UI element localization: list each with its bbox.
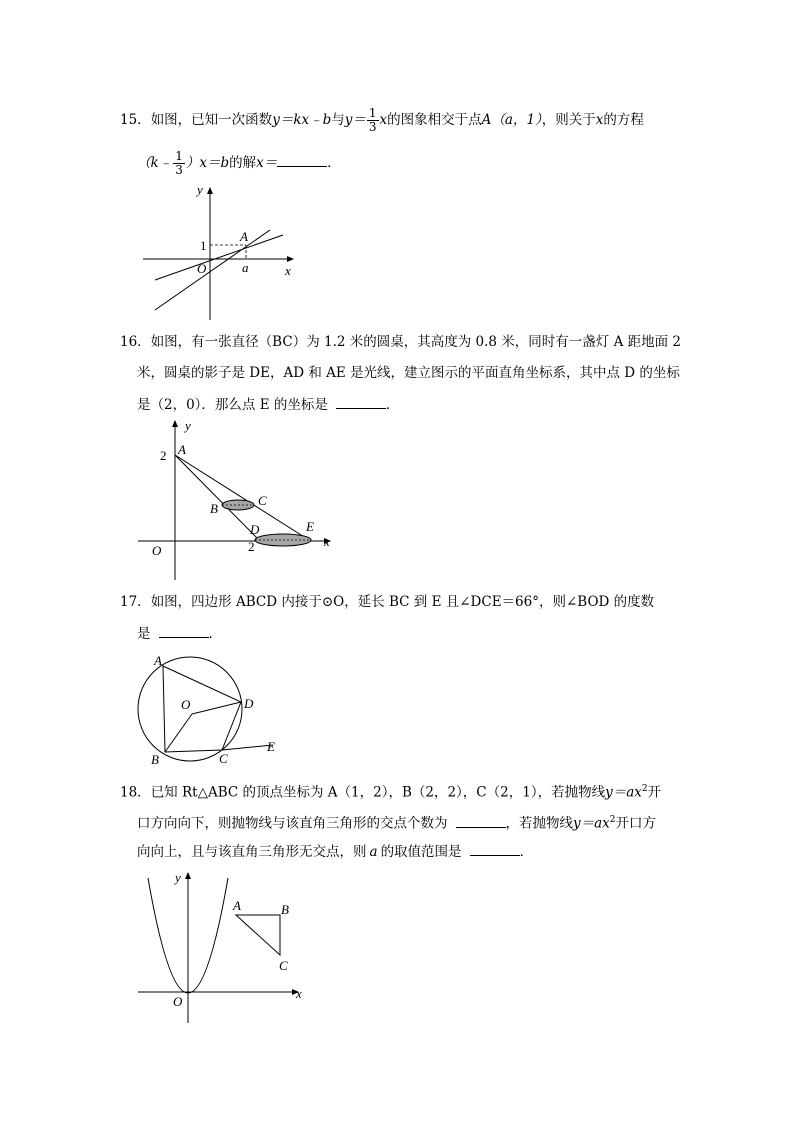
q15-var-x: x (595, 112, 604, 128)
q15-label-x: x (285, 263, 291, 278)
q18-figure (133, 868, 313, 1028)
q18-parabola-2: y＝ax (573, 815, 610, 832)
q16-label-A: A (178, 442, 186, 457)
q15-func2-rhs: x (379, 112, 388, 128)
q17-label-B: B (151, 752, 159, 767)
q17-label-D: D (244, 696, 254, 711)
q17-text2: 是 (137, 626, 151, 642)
q18-label-x: x (296, 986, 302, 1001)
q15-line-third-x (155, 235, 283, 280)
q15-figure (135, 180, 305, 325)
q16-line3 (137, 394, 399, 415)
q15-line2 (137, 150, 341, 177)
q18-text3b: 的取值范围是 (380, 844, 462, 860)
q18-label-o: O (173, 994, 183, 1009)
q16-end: ． (385, 397, 400, 413)
q15-fraction-2 (173, 150, 185, 177)
q15-eq-close: ）x＝b (185, 155, 230, 171)
q15-ask: ，则关于 (541, 112, 596, 128)
q16-label-D: D (250, 522, 260, 537)
q15-label-y: y (197, 182, 203, 197)
q18-text1: 已知 Rt△ABC 的顶点坐标为 A（1，2），B（2，2），C（2，1），若抛物线 (150, 784, 606, 801)
q18-text2: 口方向向下，则抛物线与该直角三角形的交点个数为 (137, 815, 448, 832)
q16-line1 (120, 332, 681, 352)
q17-text1: 如图，四边形 ABCD 内接于⊙O，延长 BC 到 E 且∠DCE＝66°，则∠BOD 的度数 (150, 594, 655, 610)
q15-frac-den: 3 (368, 120, 377, 134)
q16-ray-AE (175, 455, 309, 540)
q15-frac2-den: 3 (175, 163, 183, 177)
q17-label-C: C (219, 751, 228, 766)
q18-sq-2: 2 (609, 815, 616, 825)
q16-label-C: C (258, 493, 267, 508)
q18-kaifang: 开口方 (615, 815, 657, 832)
q15-line1 (120, 107, 644, 134)
q16-label-B: B (210, 501, 218, 516)
q16-figure (133, 415, 338, 585)
q15-number: 15． (120, 112, 151, 128)
q15-point: A（a，1） (481, 112, 542, 128)
q15-intro: 如图，已知一次函数 (150, 112, 273, 128)
q17-figure (135, 650, 285, 770)
q17-answer-blank[interactable] (159, 623, 209, 638)
q18-line3 (137, 841, 533, 862)
q15-fraction (367, 107, 379, 134)
q16-label-E: E (306, 519, 314, 534)
q16-number: 16． (120, 334, 151, 350)
q18-text3: 向向上，且与该直角三角形无交点，则 (137, 844, 367, 860)
q17-segment-OB (165, 714, 192, 752)
q15-eq-open: （k﹣ (137, 155, 173, 171)
q18-sq-1: 2 (641, 784, 648, 794)
q16-label-o: O (152, 543, 162, 558)
q18-kai: 开 (647, 784, 662, 801)
q15-func1: y＝kx﹣b (272, 112, 332, 128)
q15-intersect-text: 的图象相交于点 (387, 112, 482, 128)
q16-text1: 如图，有一张直径（BC）为 1.2 米的圆桌，其高度为 0.8 米，同时有一盏灯 A 距地面 2 (150, 334, 682, 350)
q17-end: ． (208, 626, 222, 642)
q16-label-x: x (324, 534, 330, 549)
q15-sol-text: 的解 (229, 155, 257, 171)
q16-ray-AD (175, 455, 259, 540)
q15-line-kx-b (155, 230, 270, 310)
q17-label-O: O (181, 697, 191, 712)
q16-text2: 米，圆桌的影子是 DE，AD 和 AE 是光线，建立图示的平面直角坐标系，其中点 D 的坐标 (137, 365, 680, 381)
q15-sol-var: x＝ (256, 155, 278, 171)
q16-label-y: y (185, 418, 191, 433)
q15-func2-lhs: y＝ (344, 112, 366, 128)
q18-label-A: A (233, 898, 241, 913)
q15-end: ． (327, 155, 341, 171)
q17-label-E: E (267, 739, 275, 754)
q15-label-A: A (240, 229, 248, 244)
q18-label-C: C (279, 958, 288, 973)
q16-answer-blank[interactable] (336, 394, 386, 409)
q17-line2 (137, 623, 222, 644)
q16-label-2y: 2 (160, 448, 167, 463)
q18-label-B: B (281, 902, 289, 917)
q18-label-y: y (175, 870, 181, 885)
q18-number: 18． (120, 784, 151, 801)
q18-parabola-1: y＝ax (605, 784, 642, 801)
q15-frac2-num: 1 (175, 149, 183, 163)
q18-line2 (137, 810, 656, 834)
q15-with: 与 (331, 112, 345, 128)
q15-label-o: O (197, 261, 207, 276)
q17-number: 17． (120, 594, 151, 610)
q17-label-A: A (154, 653, 162, 668)
q18-var-a: a (369, 844, 378, 860)
q15-frac-num: 1 (368, 106, 377, 120)
q15-eq-text: 的方程 (603, 112, 644, 128)
q18-answer-blank-2[interactable] (470, 841, 520, 856)
q15-answer-blank[interactable] (277, 152, 327, 167)
q18-end: ． (519, 844, 534, 860)
q17-extension-CE (222, 745, 273, 750)
q18-answer-blank-1[interactable] (456, 813, 506, 828)
q17-segment-OD (192, 702, 241, 714)
q16-text3: 是（2，0）．那么点 E 的坐标是 (137, 397, 328, 413)
q18-line1 (120, 779, 661, 803)
q15-label-1: 1 (200, 238, 207, 253)
q15-label-a: a (242, 260, 249, 275)
q17-line1 (120, 592, 654, 612)
q18-text2b: ，若抛物线 (505, 815, 573, 832)
q16-label-2x: 2 (248, 539, 255, 554)
q16-line2 (137, 363, 680, 383)
q18-triangle (236, 915, 280, 955)
